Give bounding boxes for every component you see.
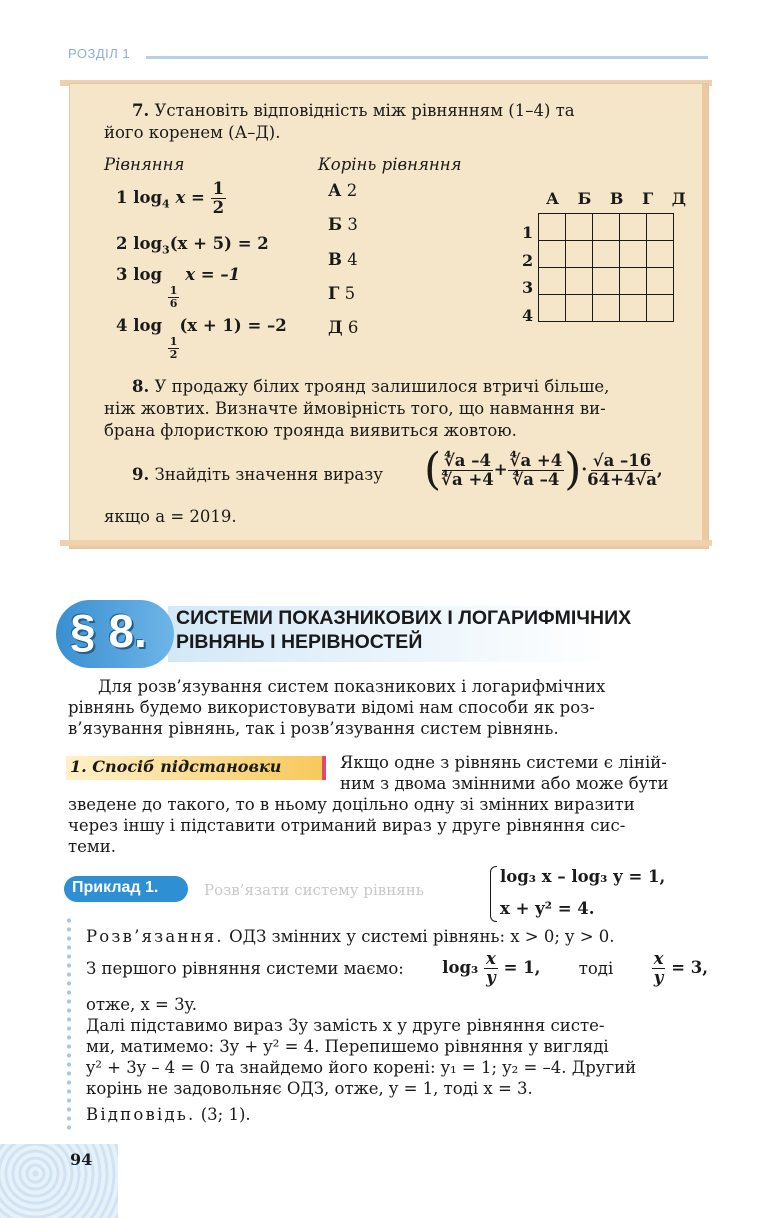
example-label: Приклад 1. (72, 879, 159, 896)
ex7-line1 (132, 100, 575, 122)
root-g-letter: Г (328, 284, 340, 303)
grid-cell[interactable] (647, 241, 674, 268)
grid-row-3: 3 (522, 278, 534, 297)
grid-col-labels (546, 189, 686, 208)
decorative-corner (0, 1144, 118, 1218)
sol-l2-frac (484, 950, 498, 987)
answer-heading: Відповідь. (86, 1105, 196, 1124)
ex8-number: 8. (132, 377, 150, 396)
root-b (328, 214, 358, 236)
sol-l2-text: З першого рівняння системи маємо: (86, 959, 404, 978)
header-rule (146, 56, 708, 59)
eq2-body: (x + 5) = 2 (169, 234, 269, 253)
ex8-line3: брана флористкою троянда виявиться жовтою. (104, 421, 517, 440)
grid-cell[interactable] (620, 241, 647, 268)
root-d-letter: Д (328, 318, 343, 337)
sol-line5: ми, матимемо: 3y + y² = 4. Перепишемо рівняння у вигляді (86, 1037, 609, 1056)
system-brace (490, 866, 497, 922)
grid-col-g: Г (642, 189, 654, 208)
sol-line6: y² + 3y – 4 = 0 та знайдемо його корені: y₁ = 1; y₂ = –4. Другий (86, 1058, 637, 1077)
sol-l2-frac2-den: y (653, 968, 664, 987)
grid-cell[interactable] (566, 214, 593, 241)
sol-l2-eq: = 1, (503, 958, 541, 977)
root-g (328, 283, 355, 305)
eq4-base-frac (168, 336, 180, 361)
sol-l2-frac2 (652, 950, 666, 987)
sol-line3: отже, x = 3y. (86, 995, 197, 1014)
answer-line (86, 1104, 251, 1125)
ex9-number: 9. (132, 465, 150, 484)
eq1-frac-den: 2 (212, 198, 225, 217)
paren-close: ) (564, 444, 582, 495)
ex9-f1-num: ∜a –4 (443, 450, 491, 470)
ex9-f3-den: 64+4√a (587, 469, 657, 489)
sol-l2-frac2-expr (652, 950, 708, 987)
grid-cell[interactable] (620, 268, 647, 295)
section-number: § 8. (70, 605, 147, 657)
grid-cell[interactable] (620, 295, 647, 322)
eq3-num: 3 (116, 265, 128, 284)
grid-cell[interactable] (539, 268, 566, 295)
eq4-log: log (133, 316, 163, 335)
grid-col-b: Б (577, 189, 592, 208)
grid-cell[interactable] (593, 241, 620, 268)
intro-paragraph (68, 676, 708, 739)
sol-l2-log: log₃ (442, 958, 479, 977)
intro-line1: Для розв’язування систем показникових і логарифмічних (98, 677, 606, 696)
ex9-comma: , (656, 460, 663, 479)
grid-cell[interactable] (647, 214, 674, 241)
sub-right-line1: Якщо одне з рівнянь системи є лінiй- (340, 753, 667, 772)
root-a-value: 2 (346, 181, 358, 200)
system-eq1: log₃ x – log₃ y = 1, (500, 867, 666, 886)
root-v-letter: В (328, 250, 342, 269)
eq2-log: log (133, 234, 163, 253)
sub-line2: через іншу і підставити отриманий вираз у друге рівняння сис- (68, 816, 626, 835)
grid-col-d: Д (671, 189, 686, 208)
section-title (176, 606, 631, 654)
grid-row-2: 2 (522, 250, 534, 270)
ex9-plus: + (493, 460, 508, 479)
root-g-value: 5 (344, 284, 356, 303)
ex7-text1: Установіть відповідність між рівнянням (1–4) та (154, 101, 575, 120)
ex9-condition: якщо a = 2019. (104, 507, 237, 526)
system-eq2: x + y² = 4. (500, 899, 595, 918)
root-d-value: 6 (347, 318, 359, 337)
ex9-frac3 (587, 452, 657, 489)
eq3-log: log (133, 265, 163, 284)
root-a-letter: А (328, 181, 342, 200)
solution-line2 (86, 950, 708, 987)
grid-cell[interactable] (539, 241, 566, 268)
sol-l2-frac-den: y (486, 968, 496, 987)
subsection-text-right (340, 752, 708, 794)
subsection-text (68, 794, 708, 857)
equation-1 (116, 180, 226, 217)
equations-heading: Рівняння (104, 155, 185, 174)
eq4-base-n: 1 (169, 335, 178, 348)
eq4-body: (x + 1) = –2 (179, 316, 287, 335)
sol-l2-log-expr (442, 950, 540, 987)
ex9-prompt: Знайдіть значення виразу (154, 465, 383, 484)
grid-cell[interactable] (593, 268, 620, 295)
ex7-number: 7. (132, 101, 150, 120)
root-b-value: 3 (347, 215, 358, 234)
ex8-line2: ніж жовтих. Визначте ймовірність того, що навмання ви- (104, 399, 606, 418)
sol-l2-frac-num: x (485, 949, 496, 968)
grid-cell[interactable] (593, 295, 620, 322)
eq1-log: log (133, 188, 163, 207)
sol-l2-then: тоді (578, 959, 614, 978)
root-v (328, 249, 358, 271)
ex9-f1-den: ∜a +4 (441, 469, 494, 489)
ex8 (104, 376, 680, 442)
ex9-frac2 (508, 452, 565, 489)
grid-row-1: 1 (522, 223, 534, 242)
answer-value: (3; 1). (200, 1105, 251, 1124)
ex9-f3-num: √a –16 (592, 450, 652, 470)
answer-grid (538, 213, 674, 322)
eq2-base: 3 (162, 243, 170, 257)
eq1-body: x = (175, 188, 205, 207)
example-task-faded: Розв’язати систему рівнянь (204, 881, 424, 899)
paren-open: ( (424, 444, 442, 495)
grid-cell[interactable] (566, 295, 593, 322)
root-a (328, 180, 357, 202)
example-dotted-margin (66, 916, 72, 1130)
box-bottom-edge (60, 540, 712, 546)
grid-col-a: А (546, 189, 560, 208)
section-title-line2: РІВНЯНЬ І НЕРІВНОСТЕЙ (176, 631, 423, 653)
sub-line3: теми. (68, 837, 116, 856)
grid-row-labels (522, 219, 533, 329)
subsection-title: 1. Спосіб підстановки (70, 757, 282, 776)
eq1-num: 1 (116, 188, 128, 207)
chapter-header: РОЗДІЛ 1 (68, 46, 131, 61)
equation-4 (116, 315, 287, 361)
eq1-frac-num: 1 (212, 179, 225, 198)
grid-cell[interactable] (593, 214, 620, 241)
ex9-f2-num: ∜a +4 (509, 450, 563, 470)
solution-line1 (86, 926, 708, 947)
grid-cell[interactable] (566, 268, 593, 295)
equation-2 (116, 233, 269, 261)
sol-line7: корінь не задовольняє ОДЗ, отже, y = 1, тоді x = 3. (86, 1079, 533, 1098)
grid-row-4: 4 (522, 305, 534, 325)
sol-l2-eq2: = 3, (671, 958, 708, 977)
sol-line4: Далі підставимо вираз 3y замість x у друге рівняння систе- (86, 1016, 605, 1035)
root-v-value: 4 (347, 250, 358, 269)
equation-3 (116, 264, 240, 310)
eq1-base: 4 (162, 197, 170, 211)
intro-line3: в’язування рівнянь, так і розв’язування систем рівнянь. (68, 719, 559, 738)
eq1-fraction (211, 180, 226, 217)
solution-rest (86, 994, 708, 1099)
grid-cell[interactable] (647, 268, 674, 295)
ex9-f2-den: ∜a –4 (512, 469, 560, 489)
grid-cell[interactable] (539, 295, 566, 322)
eq3-body: x = –1 (185, 265, 241, 284)
sol-l2-frac2-num: x (653, 949, 664, 968)
root-b-letter: Б (328, 215, 343, 234)
sub-right-line2: ним з двома змінними або може бути (340, 774, 669, 793)
section-title-line1: СИСТЕМИ ПОКАЗНИКОВИХ І ЛОГАРИФМІЧНИХ (176, 607, 632, 629)
eq3-base-d: 6 (169, 297, 178, 310)
grid-cell[interactable] (647, 295, 674, 322)
grid-cell[interactable] (566, 241, 593, 268)
grid-cell[interactable] (620, 214, 647, 241)
solution-odz: ОДЗ змінних у системі рівнянь: x > 0; y > 0. (229, 927, 615, 946)
intro-line2: рівнянь будемо використовувати відомі нам способи як роз- (68, 698, 595, 717)
eq4-num: 4 (116, 316, 128, 335)
roots-heading: Корінь рівняння (318, 155, 462, 174)
ex7-line2: його коренем (А–Д). (104, 123, 281, 142)
solution-heading: Розв’язання. (86, 927, 224, 946)
page-number: 94 (70, 1150, 93, 1169)
root-d (328, 317, 358, 339)
ex9-frac1 (441, 452, 494, 489)
grid-cell[interactable] (539, 214, 566, 241)
eq2-num: 2 (116, 234, 128, 253)
eq4-base-d: 2 (169, 348, 178, 361)
ex9-text (132, 464, 383, 486)
ex9-expression (424, 444, 663, 495)
ex9-dot: · (581, 460, 588, 479)
eq3-base-n: 1 (169, 284, 178, 297)
eq3-base-frac (168, 285, 180, 310)
ex8-line1: У продажу білих троянд залишилося втричі більше, (154, 377, 610, 396)
grid-col-v: В (609, 189, 624, 208)
sub-line1: зведене до такого, то в ньому доцільно одну зі змінних виразити (68, 795, 635, 814)
